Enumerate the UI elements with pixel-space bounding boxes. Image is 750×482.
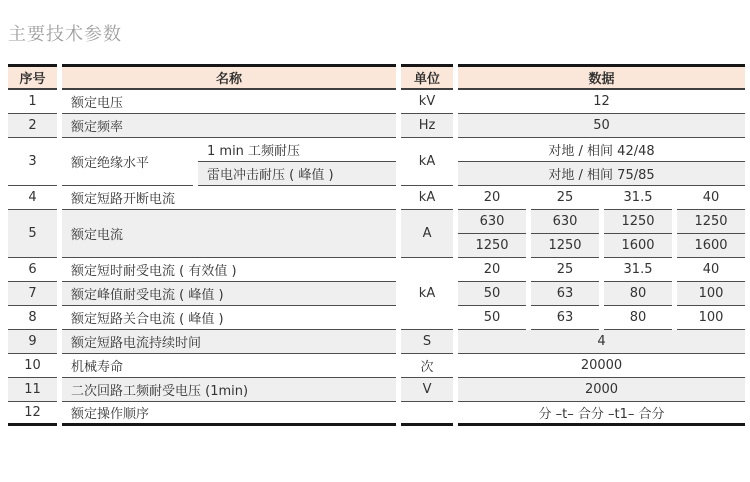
- cell-data: 20: [458, 186, 526, 210]
- cell-unit: S: [401, 330, 453, 354]
- header-unit: 单位: [401, 64, 453, 90]
- cell-data: 对地 / 相间 75/85: [458, 162, 745, 186]
- cell-data: 12: [458, 90, 745, 114]
- cell-no: 3: [8, 138, 57, 186]
- cell-data: 1250: [604, 210, 672, 234]
- cell-name: 额定短时耐受电流 ( 有效值 ): [62, 258, 396, 282]
- table-row-7: [8, 282, 745, 306]
- cell-unit: Hz: [401, 114, 453, 138]
- table-row-2: [8, 114, 745, 138]
- cell-unit: 次: [401, 354, 453, 378]
- cell-no: 6: [8, 258, 57, 282]
- cell-name: 额定频率: [62, 114, 396, 138]
- cell-data: 630: [531, 210, 599, 234]
- cell-data: 2000: [458, 378, 745, 402]
- table-row-3a: [8, 138, 745, 162]
- table-row-10: [8, 354, 745, 378]
- cell-data: 31.5: [604, 258, 672, 282]
- cell-subname: 1 min 工频耐压: [198, 138, 396, 162]
- table-row-4: [8, 186, 745, 210]
- cell-name: 额定峰值耐受电流 ( 峰值 ): [62, 282, 396, 306]
- cell-unit: kA: [401, 186, 453, 210]
- cell-name: 额定短路关合电流 ( 峰值 ): [62, 306, 396, 330]
- cell-name: 机械寿命: [62, 354, 396, 378]
- cell-data: 对地 / 相间 42/48: [458, 138, 745, 162]
- cell-data: 63: [531, 282, 599, 306]
- cell-unit: kA: [401, 138, 453, 186]
- table-row-5a: [8, 210, 745, 234]
- cell-unit: A: [401, 210, 453, 258]
- cell-name: 额定电流: [62, 210, 396, 258]
- cell-data: 50: [458, 306, 526, 330]
- cell-unit: kA: [401, 258, 453, 330]
- cell-no: 4: [8, 186, 57, 210]
- cell-no: 10: [8, 354, 57, 378]
- cell-name: 额定电压: [62, 90, 396, 114]
- cell-data: 630: [458, 210, 526, 234]
- table-row-11: [8, 378, 745, 402]
- cell-data: 1600: [604, 234, 672, 258]
- table-row-6: [8, 258, 745, 282]
- page-title: 主要技术参数: [8, 24, 122, 45]
- cell-subname: 雷电冲击耐压 ( 峰值 ): [198, 162, 396, 186]
- cell-data: 20: [458, 258, 526, 282]
- cell-data: 50: [458, 114, 745, 138]
- cell-no: 9: [8, 330, 57, 354]
- cell-unit: [401, 402, 453, 426]
- table-header-row: [8, 64, 745, 90]
- cell-data: 20000: [458, 354, 745, 378]
- specs-table: [3, 64, 750, 426]
- cell-data: 25: [531, 186, 599, 210]
- cell-data: 100: [677, 306, 745, 330]
- cell-data: 100: [677, 282, 745, 306]
- header-name: 名称: [62, 64, 396, 90]
- cell-data: 31.5: [604, 186, 672, 210]
- cell-unit: kV: [401, 90, 453, 114]
- cell-data: 4: [458, 330, 745, 354]
- cell-data: 50: [458, 282, 526, 306]
- cell-data: 1250: [458, 234, 526, 258]
- table-row-9: [8, 330, 745, 354]
- cell-name: 额定短路电流持续时间: [62, 330, 396, 354]
- cell-no: 12: [8, 402, 57, 426]
- cell-data: 1250: [531, 234, 599, 258]
- cell-no: 2: [8, 114, 57, 138]
- cell-data: 25: [531, 258, 599, 282]
- cell-data: 40: [677, 258, 745, 282]
- table-row-8: [8, 306, 745, 330]
- header-no: 序号: [8, 64, 57, 90]
- cell-data: 80: [604, 306, 672, 330]
- table-row-12: [8, 402, 745, 426]
- cell-no: 11: [8, 378, 57, 402]
- cell-data: 40: [677, 186, 745, 210]
- header-data: 数据: [458, 64, 745, 90]
- cell-data: 80: [604, 282, 672, 306]
- cell-name: 额定短路开断电流: [62, 186, 396, 210]
- table-row-1: [8, 90, 745, 114]
- cell-name: 额定绝缘水平: [62, 138, 193, 186]
- cell-no: 5: [8, 210, 57, 258]
- cell-unit: V: [401, 378, 453, 402]
- cell-no: 7: [8, 282, 57, 306]
- cell-data: 1600: [677, 234, 745, 258]
- cell-name: 额定操作顺序: [62, 402, 396, 426]
- cell-data: 1250: [677, 210, 745, 234]
- cell-data: 63: [531, 306, 599, 330]
- cell-no: 8: [8, 306, 57, 330]
- cell-no: 1: [8, 90, 57, 114]
- cell-data: 分 –t– 合分 –t1– 合分: [458, 402, 745, 426]
- cell-name: 二次回路工频耐受电压 (1min): [62, 378, 396, 402]
